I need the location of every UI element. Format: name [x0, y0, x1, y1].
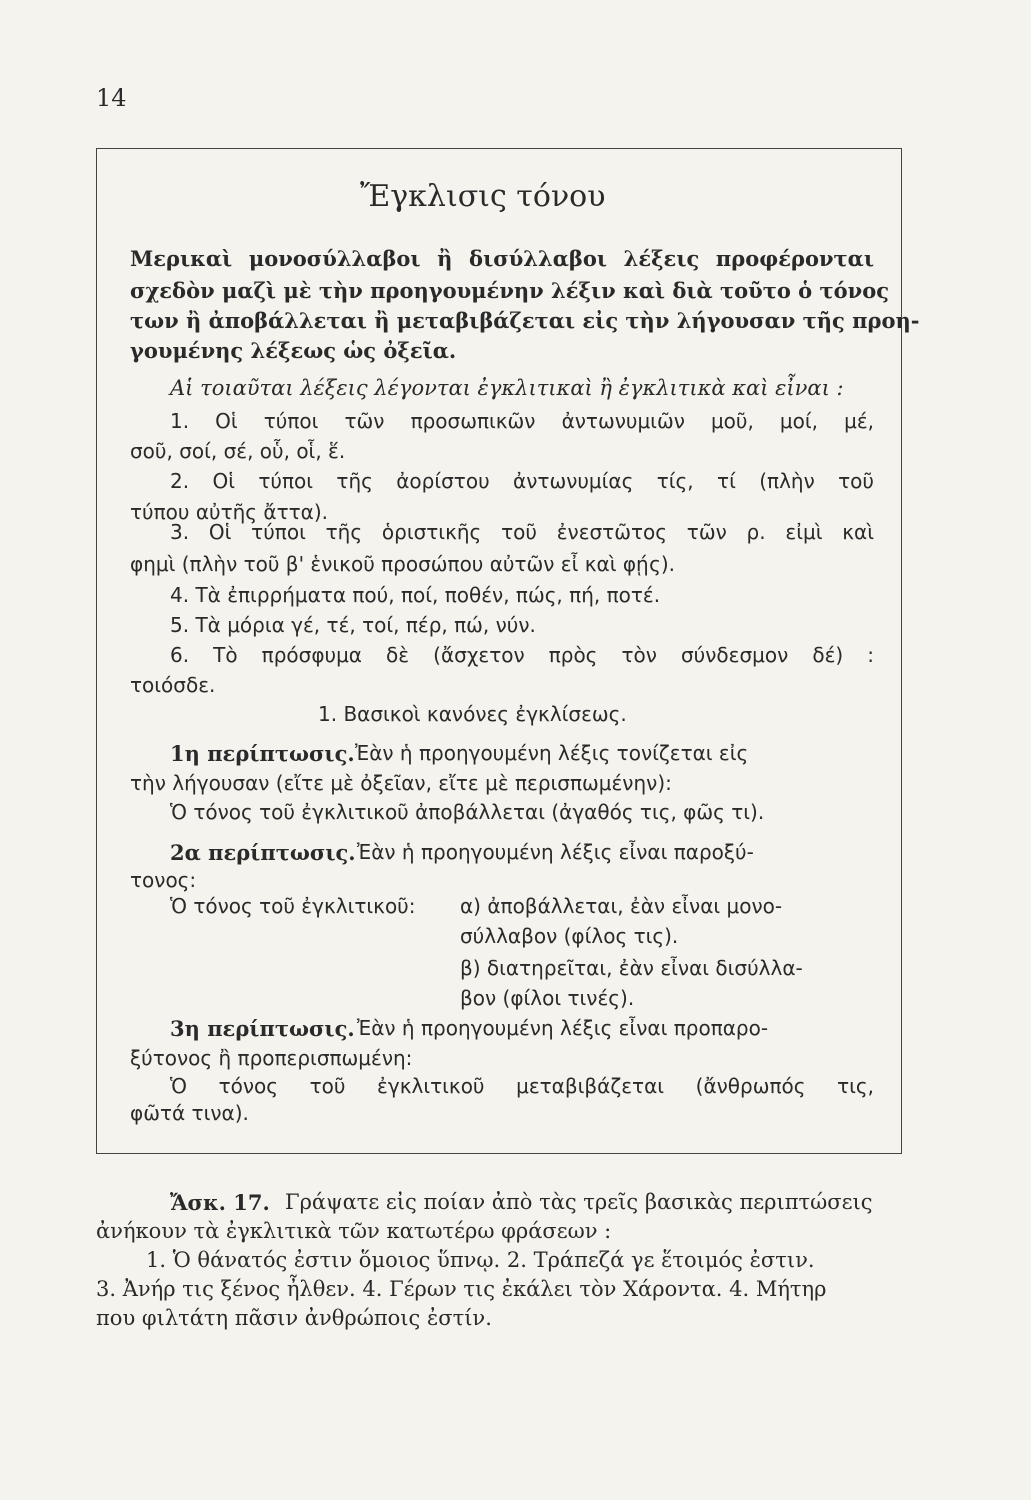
exercise-line: ἀνήκουν τὰ ἐγκλιτικὰ τῶν κατωτέρω φράσεων :: [96, 1219, 612, 1243]
case-label: 1η περίπτωσις.: [170, 741, 355, 766]
list-line: 4. Τὰ ἐπιρρήματα πού, ποί, ποθέν, πώς, πή, ποτέ.: [170, 583, 661, 607]
case-line: Ὁ τόνος τοῦ ἐγκλιτικοῦ:: [170, 894, 416, 918]
section-title: Ἔγκλισις τόνου: [360, 179, 606, 214]
case-line: ξύτονος ἢ προπερισπωμένη:: [130, 1046, 413, 1070]
list-line: 3. Οἱ τύποι τῆς ὁριστικῆς τοῦ ἐνεστῶτος τῶν ρ. εἰμὶ καὶ: [170, 520, 874, 544]
case-label: 3η περίπτωσις.: [170, 1016, 355, 1041]
intro-line: των ἢ ἀποβάλλεται ἢ μεταβιβάζεται εἰς τὴν λήγουσαν τῆς προη-: [130, 308, 920, 333]
list-line: 1. Οἱ τύποι τῶν προσωπικῶν ἀντωνυμιῶν μοῦ, μοί, μέ,: [170, 409, 874, 433]
exercise-line: 1. Ὁ θάνατός ἐστιν ὅμοιος ὕπνῳ. 2. Τράπεζά γε ἕτοιμός ἐστιν.: [146, 1248, 815, 1272]
case-line: Ἐὰν ἡ προηγουμένη λέξις τονίζεται εἰς: [355, 741, 749, 765]
case-line: σύλλαβον (φίλος τις).: [460, 924, 679, 948]
case-line: Ἐὰν ἡ προηγουμένη λέξις εἶναι παροξύ-: [357, 840, 754, 864]
list-line: φημὶ (πλὴν τοῦ β' ἑνικοῦ προσώπου αὐτῶν εἶ καὶ φῄς).: [130, 552, 676, 576]
list-line: 5. Τὰ μόρια γέ, τέ, τοί, πέρ, πώ, νύν.: [170, 613, 536, 637]
case-line: φῶτά τινα).: [130, 1101, 249, 1125]
list-line: τύπου αὐτῆς ἄττα).: [130, 500, 328, 524]
case-line: Ὁ τόνος τοῦ ἐγκλιτικοῦ μεταβιβάζεται (ἄνθρωπός τις,: [170, 1074, 874, 1098]
case-label: 2α περίπτωσις.: [170, 840, 356, 865]
list-line: 2. Οἱ τύποι τῆς ἀορίστου ἀντωνυμίας τίς, τί (πλὴν τοῦ: [170, 469, 874, 493]
intro-line: γουμένης λέξεως ὡς ὀξεῖα.: [130, 338, 457, 363]
page-number: 14: [96, 84, 127, 112]
case-line: Ὁ τόνος τοῦ ἐγκλιτικοῦ ἀποβάλλεται (ἀγαθός τις, φῶς τι).: [170, 800, 765, 824]
intro-line: σχεδὸν μαζὶ μὲ τὴν προηγουμένην λέξιν καὶ διὰ τοῦτο ὁ τόνος: [130, 278, 889, 303]
case-line: α) ἀποβάλλεται, ἐὰν εἶναι μονο-: [460, 894, 783, 918]
list-line: τοιόσδε.: [130, 673, 216, 697]
case-line: Ἐὰν ἡ προηγουμένη λέξις εἶναι προπαρο-: [357, 1016, 769, 1040]
subheading: 1. Βασικοὶ κανόνες ἐγκλίσεως.: [318, 702, 627, 726]
exercise-line: Γράψατε εἰς ποίαν ἀπὸ τὰς τρεῖς βασικὰς περιπτώσεις: [285, 1190, 873, 1214]
case-line: τονος:: [130, 868, 197, 892]
case-line: β) διατηρεῖται, ἐὰν εἶναι δισύλλα-: [460, 956, 803, 980]
list-line: 6. Τὸ πρόσφυμα δὲ (ἄσχετον πρὸς τὸν σύνδεσμον δέ) :: [170, 643, 874, 667]
definition-line: Αἱ τοιαῦται λέξεις λέγονται ἐγκλιτικαὶ ἢ ἐγκλιτικὰ καὶ εἶναι :: [170, 376, 844, 400]
exercise-line: που φιλτάτη πᾶσιν ἀνθρώποις ἐστίν.: [96, 1306, 492, 1330]
case-line: βον (φίλοι τινές).: [460, 986, 635, 1010]
case-line: τὴν λήγουσαν (εἴτε μὲ ὀξεῖαν, εἴτε μὲ περισπωμένην):: [130, 771, 672, 795]
intro-line: Μερικαὶ μονοσύλλαβοι ἢ δισύλλαβοι λέξεις προφέρονται: [130, 246, 874, 271]
exercise-line: 3. Ἀνήρ τις ξένος ἦλθεν. 4. Γέρων τις ἐκάλει τὸν Χάροντα. 4. Μήτηρ: [96, 1277, 827, 1301]
exercise-label: Ἄσκ. 17.: [170, 1190, 270, 1215]
list-line: σοῦ, σοί, σέ, οὗ, οἷ, ἕ.: [130, 439, 346, 463]
